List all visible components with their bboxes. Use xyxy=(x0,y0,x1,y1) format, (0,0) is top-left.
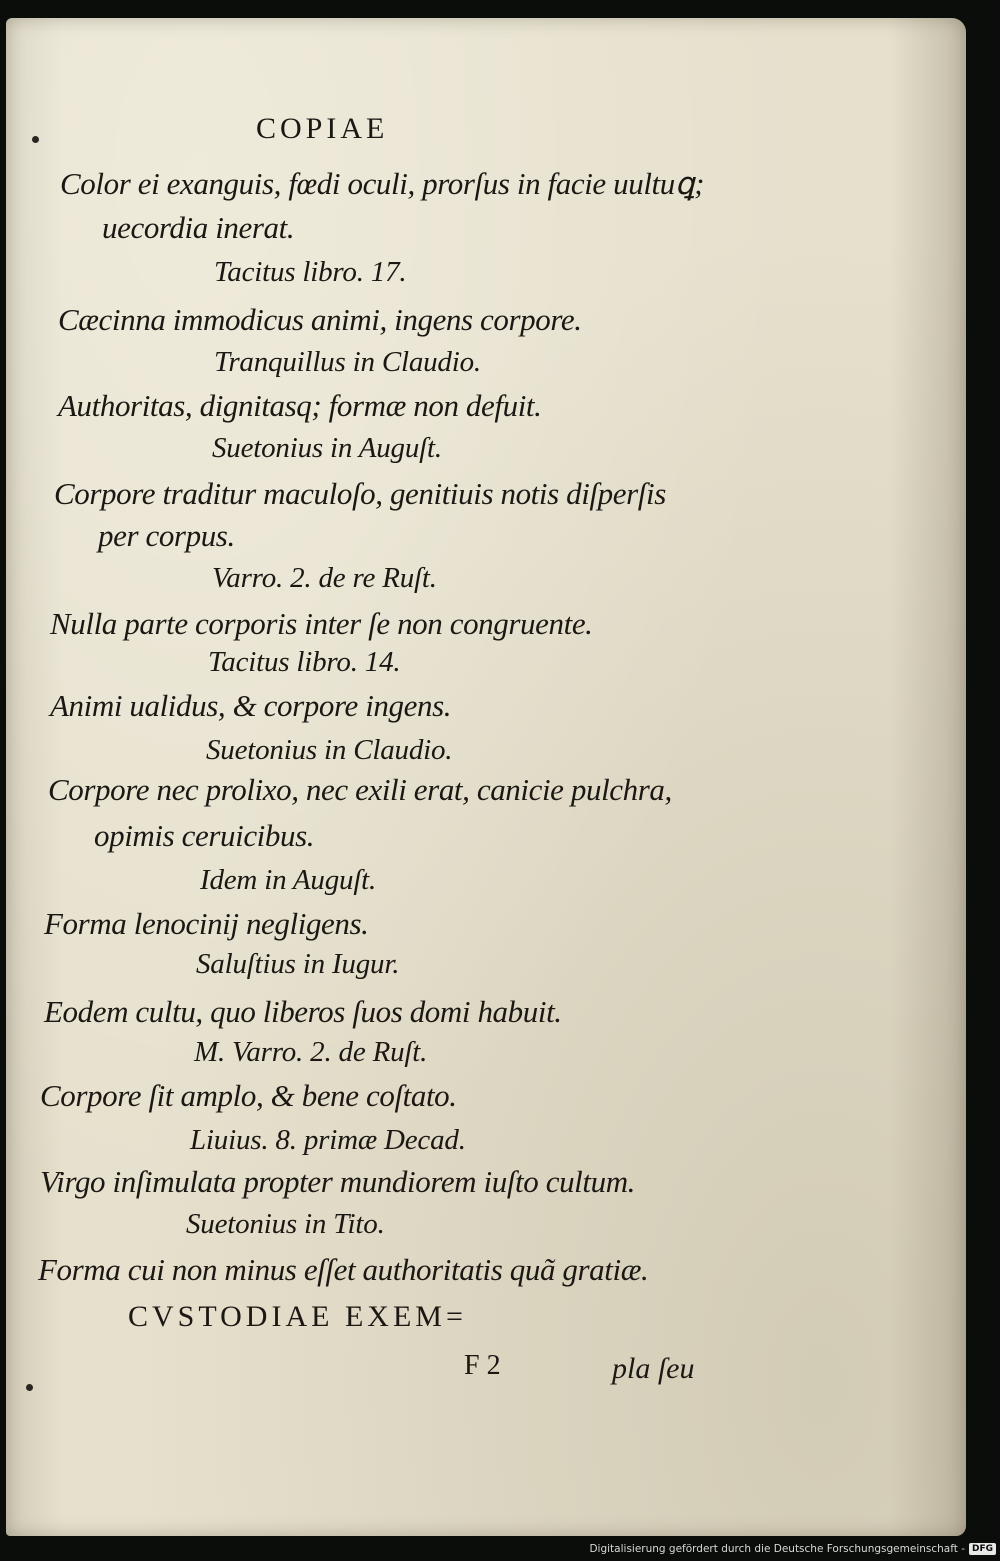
running-title: COPIAE xyxy=(256,112,389,145)
dfg-logo-icon: DFG xyxy=(969,1543,996,1555)
catchword-continuation: pla ſeu xyxy=(612,1352,695,1385)
text-line-entry: Forma lenocinij negligens. xyxy=(44,906,369,941)
text-line-source: M. Varro. 2. de Ruſt. xyxy=(194,1036,428,1068)
text-line-source: Tranquillus in Claudio. xyxy=(214,346,481,378)
text-line-entry: Forma cui non minus eſſet authoritatis quã gratiæ. xyxy=(38,1252,649,1287)
text-line-entry: Nulla parte corporis inter ſe non congruente. xyxy=(50,606,593,641)
text-line-source: Saluſtius in Iugur. xyxy=(196,948,400,980)
text-line-source: Suetonius in Claudio. xyxy=(206,734,453,766)
text-line-source: Tacitus libro. 17. xyxy=(214,256,407,288)
margin-dot xyxy=(32,136,39,143)
text-line-entry: opimis ceruicibus. xyxy=(94,818,315,853)
text-line-entry: Animi ualidus, & corpore ingens. xyxy=(50,688,452,723)
text-line-entry: Eodem cultu, quo liberos ſuos domi habuit. xyxy=(44,994,562,1029)
text-line-entry: Virgo inſimulata propter mundiorem iuſto cultum. xyxy=(40,1164,636,1199)
footer-credit-text: Digitalisierung gefördert durch die Deutsche Forschungsgemeinschaft - xyxy=(589,1543,965,1555)
signature-mark: F 2 xyxy=(464,1350,501,1381)
text-line-entry: Cæcinna immodicus animi, ingens corpore. xyxy=(58,302,582,337)
margin-dot xyxy=(26,1384,33,1391)
text-line-source: Varro. 2. de re Ruſt. xyxy=(212,562,437,594)
text-line-entry: Corpore ſit amplo, & bene coſtato. xyxy=(40,1078,457,1113)
text-line-entry: uecordia inerat. xyxy=(102,210,295,245)
text-line-entry: per corpus. xyxy=(98,518,235,553)
text-line-entry: Corpore traditur maculoſo, genitiuis notis diſperſis xyxy=(54,476,666,511)
text-line-entry: Corpore nec prolixo, nec exili erat, canicie pulchra, xyxy=(48,772,672,807)
text-line-source: Tacitus libro. 14. xyxy=(208,646,401,678)
text-line-source: Suetonius in Tito. xyxy=(186,1208,385,1240)
text-line-entry: Authoritas, dignitasq; formæ non defuit. xyxy=(58,388,542,423)
digitization-footer xyxy=(589,1540,996,1558)
catchword: CVSTODIAE EXEM= xyxy=(128,1300,467,1333)
text-line-entry: Color ei exanguis, fœdi oculi, prorſus in facie uultuꝗ; xyxy=(60,166,705,201)
text-line-source: Idem in Auguſt. xyxy=(200,864,377,896)
text-line-source: Suetonius in Auguſt. xyxy=(212,432,442,464)
text-line-source: Liuius. 8. primæ Decad. xyxy=(190,1124,466,1156)
